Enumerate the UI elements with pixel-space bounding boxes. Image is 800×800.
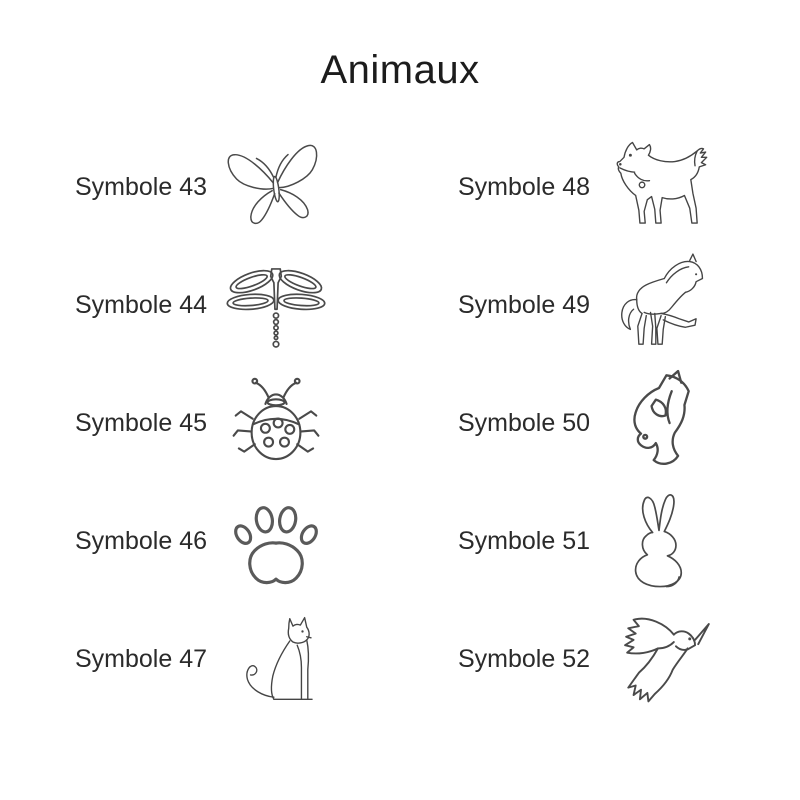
symbol-label: Symbole 49 xyxy=(458,290,591,319)
butterfly-icon xyxy=(221,131,331,243)
page-title: Animaux xyxy=(320,48,480,92)
symbol-label: Symbole 50 xyxy=(458,408,591,437)
cat-icon xyxy=(221,603,331,715)
paw-print-icon xyxy=(221,485,331,597)
symbol-cell-51 xyxy=(400,482,800,600)
symbol-cell-46 xyxy=(0,482,400,600)
symbol-cell-47 xyxy=(0,600,400,718)
symbol-label: Symbole 44 xyxy=(75,290,208,319)
symbol-label: Symbole 43 xyxy=(75,172,208,201)
dog-icon xyxy=(604,131,714,243)
symbol-cell-48 xyxy=(400,128,800,246)
symbol-cell-44 xyxy=(0,246,400,364)
symbol-grid xyxy=(0,128,800,718)
symbol-cell-50 xyxy=(400,364,800,482)
symbol-label: Symbole 48 xyxy=(458,172,591,201)
symbol-cell-45 xyxy=(0,364,400,482)
symbol-label: Symbole 46 xyxy=(75,526,208,555)
dragonfly-icon xyxy=(221,249,331,361)
rabbit-icon xyxy=(604,485,714,597)
symbol-cell-52 xyxy=(400,600,800,718)
symbol-label: Symbole 52 xyxy=(458,644,591,673)
symbol-cell-43 xyxy=(0,128,400,246)
symbol-label: Symbole 51 xyxy=(458,526,591,555)
symbol-label: Symbole 45 xyxy=(75,408,208,437)
horse-head-icon xyxy=(604,367,714,479)
dove-icon xyxy=(604,603,714,715)
symbol-label: Symbole 47 xyxy=(75,644,208,673)
symbol-cell-49 xyxy=(400,246,800,364)
horse-icon xyxy=(604,249,714,361)
ladybug-icon xyxy=(221,367,331,479)
